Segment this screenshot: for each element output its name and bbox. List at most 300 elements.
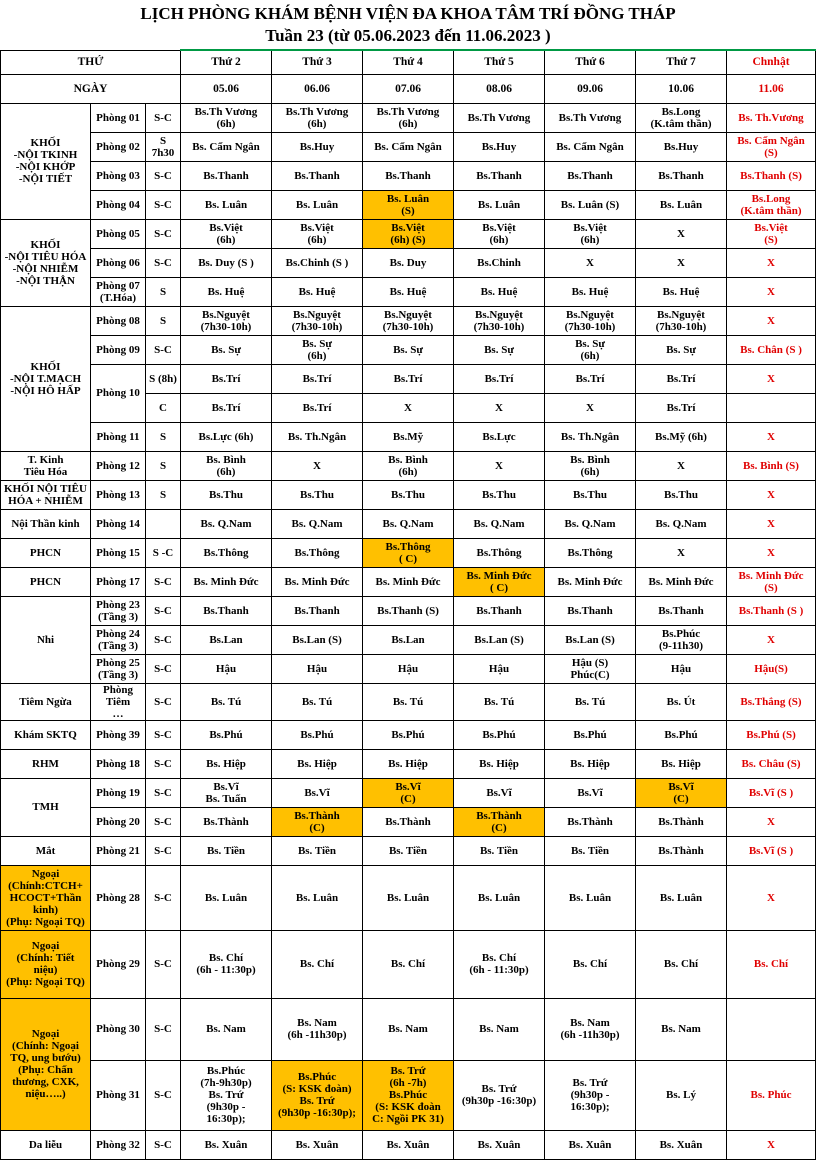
room-cell: Phòng 15 (91, 538, 146, 567)
doctor-cell: Bs.Thu (181, 480, 272, 509)
doctor-cell: Hậu (181, 654, 272, 683)
schedule-row (1, 538, 816, 567)
header-day: Thứ 3 (272, 50, 363, 74)
room-cell: Phòng 05 (91, 219, 146, 248)
doctor-cell: Bs.Thanh (363, 161, 454, 190)
schedule-row (1, 596, 816, 625)
doctor-cell: Bs. Chân (S ) (727, 335, 816, 364)
schedule-row (1, 1130, 816, 1159)
doctor-cell: Bs. Hiệp (636, 749, 727, 778)
doctor-cell: Bs. Luân (363, 865, 454, 930)
doctor-cell: X (363, 393, 454, 422)
doctor-cell: Bs.Thanh (545, 596, 636, 625)
doctor-cell: Bs. Duy (363, 248, 454, 277)
doctor-cell: Bs.Lực (6h) (181, 422, 272, 451)
schedule-row (1, 103, 816, 132)
session-cell: S-C (146, 248, 181, 277)
doctor-cell: X (545, 393, 636, 422)
doctor-cell: Bs. Huệ (454, 277, 545, 306)
session-cell: S-C (146, 567, 181, 596)
room-cell: Phòng 29 (91, 930, 146, 998)
doctor-cell: Bs. Luân (545, 865, 636, 930)
doctor-cell: Bs.Phú (454, 720, 545, 749)
doctor-cell: Bs.Thông (545, 538, 636, 567)
doctor-cell: Bs.Lan (S) (545, 625, 636, 654)
title-line-2: Tuần 23 (từ 05.06.2023 đến 11.06.2023 ) (265, 26, 551, 45)
doctor-cell: Bs.Việt (S) (727, 219, 816, 248)
room-cell: Phòng 19 (91, 778, 146, 807)
doctor-cell: Bs. Tú (363, 683, 454, 720)
room-cell: Phòng 28 (91, 865, 146, 930)
doctor-cell: X (727, 807, 816, 836)
department-cell: TMH (1, 778, 91, 836)
doctor-cell: Bs. Tiền (454, 836, 545, 865)
doctor-cell: Bs. Xuân (272, 1130, 363, 1159)
doctor-cell: Bs. Q.Nam (454, 509, 545, 538)
doctor-cell: Bs. Nam (6h -11h30p) (272, 998, 363, 1060)
title-line-1: LỊCH PHÒNG KHÁM BỆNH VIỆN ĐA KHOA TÂM TRÍ ĐỒNG THÁP (140, 4, 676, 23)
doctor-cell: Bs. Chí (6h - 11:30p) (181, 930, 272, 998)
doctor-cell: Bs.Thu (454, 480, 545, 509)
doctor-cell: Bs.Lan (S) (272, 625, 363, 654)
page-title (0, 0, 816, 49)
doctor-cell: Bs.Thành (181, 807, 272, 836)
room-cell: Phòng 30 (91, 998, 146, 1060)
doctor-cell: Bs. Q.Nam (636, 509, 727, 538)
doctor-cell: Bs. Sự (636, 335, 727, 364)
doctor-cell: Bs. Tiền (181, 836, 272, 865)
doctor-cell: X (272, 451, 363, 480)
doctor-cell: Bs. Cẩm Ngân (181, 132, 272, 161)
doctor-cell: Bs.Vĩ (S ) (727, 778, 816, 807)
department-cell: PHCN (1, 538, 91, 567)
header-date: 09.06 (545, 74, 636, 103)
doctor-cell: Bs.Việt (6h) (454, 219, 545, 248)
doctor-cell: Bs. Luân (181, 865, 272, 930)
doctor-cell: Bs.Lan (363, 625, 454, 654)
doctor-cell: X (727, 509, 816, 538)
session-cell: S-C (146, 335, 181, 364)
schedule-row (1, 161, 816, 190)
department-cell: KHỐI -NỘI TIÊU HÓA -NỘI NHIỄM -NỘI THẬN (1, 219, 91, 306)
doctor-cell: Bs. Hiệp (181, 749, 272, 778)
doctor-cell: Bs. Châu (S) (727, 749, 816, 778)
doctor-cell: Bs. Cẩm Ngân (363, 132, 454, 161)
schedule-table (0, 49, 816, 1160)
schedule-row (1, 749, 816, 778)
doctor-cell: Bs. Bình (6h) (181, 451, 272, 480)
schedule-row (1, 248, 816, 277)
doctor-cell: Bs. Xuân (181, 1130, 272, 1159)
doctor-cell: Bs.Thành (636, 807, 727, 836)
session-cell: S-C (146, 865, 181, 930)
schedule-row (1, 683, 816, 720)
header-date: 07.06 (363, 74, 454, 103)
doctor-cell: Bs. Huệ (636, 277, 727, 306)
doctor-cell: Bs.Thanh (636, 596, 727, 625)
doctor-cell: Hậu (636, 654, 727, 683)
doctor-cell: X (636, 538, 727, 567)
doctor-cell: Bs. Q.Nam (181, 509, 272, 538)
header-day: Chnhật (727, 50, 816, 74)
session-cell: S-C (146, 930, 181, 998)
session-cell: S-C (146, 654, 181, 683)
session-cell: S-C (146, 190, 181, 219)
doctor-cell: Bs.Th Vương (454, 103, 545, 132)
doctor-cell: Bs. Tú (454, 683, 545, 720)
doctor-cell: Bs. Th.Vương (727, 103, 816, 132)
doctor-cell: Bs.Trí (181, 364, 272, 393)
doctor-cell: Bs.Huy (454, 132, 545, 161)
header-date-row (1, 74, 816, 103)
room-cell: Phòng 18 (91, 749, 146, 778)
schedule-row (1, 930, 816, 998)
doctor-cell: Bs.Th Vương (6h) (272, 103, 363, 132)
department-cell: Mắt (1, 836, 91, 865)
header-date: 08.06 (454, 74, 545, 103)
session-cell: C (146, 393, 181, 422)
doctor-cell: Bs. Chí (6h - 11:30p) (454, 930, 545, 998)
doctor-cell: Bs.Việt (6h) (272, 219, 363, 248)
session-cell: S-C (146, 749, 181, 778)
room-cell: Phòng 07 (T.Hóa) (91, 277, 146, 306)
doctor-cell: Bs.Trí (272, 364, 363, 393)
doctor-cell: Bs.Thắng (S) (727, 683, 816, 720)
session-cell: S (8h) (146, 364, 181, 393)
doctor-cell: X (727, 480, 816, 509)
room-cell: Phòng 20 (91, 807, 146, 836)
doctor-cell: Bs.Thanh (454, 161, 545, 190)
room-cell: Phòng 01 (91, 103, 146, 132)
doctor-cell: Bs.Thông (272, 538, 363, 567)
doctor-cell: Bs.Trí (181, 393, 272, 422)
room-cell: Phòng Tiêm … (91, 683, 146, 720)
doctor-cell: Bs. Tiền (545, 836, 636, 865)
department-cell: T. Kinh Tiêu Hóa (1, 451, 91, 480)
doctor-cell: Bs.Trí (454, 364, 545, 393)
schedule-row (1, 422, 816, 451)
session-cell: S (146, 306, 181, 335)
doctor-cell: Bs.Thành (363, 807, 454, 836)
doctor-cell: Bs.Phú (363, 720, 454, 749)
room-cell: Phòng 09 (91, 335, 146, 364)
schedule-row (1, 1060, 816, 1130)
doctor-cell: Bs. Phúc (727, 1060, 816, 1130)
doctor-cell: Bs.Mỹ (6h) (636, 422, 727, 451)
schedule-row (1, 836, 816, 865)
department-cell: Tiêm Ngừa (1, 683, 91, 720)
room-cell: Phòng 03 (91, 161, 146, 190)
department-cell: Da liễu (1, 1130, 91, 1159)
doctor-cell: Bs.Thanh (181, 596, 272, 625)
session-cell: S-C (146, 807, 181, 836)
department-cell: Ngoại (Chính:CTCH+ HCOCT+Thần kinh) (Phụ: Ngoại TQ) (1, 865, 91, 930)
doctor-cell: Bs.Nguyệt (7h30-10h) (181, 306, 272, 335)
schedule-row (1, 277, 816, 306)
doctor-cell: Bs. Luân (454, 190, 545, 219)
doctor-cell: Bs. Q.Nam (363, 509, 454, 538)
doctor-cell: Bs. Nam (181, 998, 272, 1060)
doctor-cell: Bs.Huy (272, 132, 363, 161)
doctor-cell (727, 393, 816, 422)
room-cell: Phòng 08 (91, 306, 146, 335)
room-cell: Phòng 06 (91, 248, 146, 277)
session-cell: S-C (146, 683, 181, 720)
doctor-cell: Bs.Phúc (9-11h30) (636, 625, 727, 654)
doctor-cell: Bs. Chí (545, 930, 636, 998)
doctor-cell: Bs.Thanh (S) (363, 596, 454, 625)
doctor-cell: X (636, 451, 727, 480)
session-cell: S-C (146, 720, 181, 749)
doctor-cell: Bs.Thành (C) (272, 807, 363, 836)
doctor-cell: Bs.Vĩ (S ) (727, 836, 816, 865)
doctor-cell: Bs.Nguyệt (7h30-10h) (545, 306, 636, 335)
doctor-cell: Bs.Thanh (454, 596, 545, 625)
department-cell: KHỐI NỘI TIÊU HÓA + NHIỄM (1, 480, 91, 509)
room-cell: Phòng 17 (91, 567, 146, 596)
doctor-cell: Bs. Luân (181, 190, 272, 219)
doctor-cell: Bs.Thu (272, 480, 363, 509)
doctor-cell: Bs.Vĩ (454, 778, 545, 807)
doctor-cell: Bs.Th Vương (6h) (181, 103, 272, 132)
department-cell: PHCN (1, 567, 91, 596)
doctor-cell: Bs. Bình (S) (727, 451, 816, 480)
doctor-cell: X (727, 865, 816, 930)
department-cell: Ngoại (Chính: Tiết niệu) (Phụ: Ngoại TQ) (1, 930, 91, 998)
doctor-cell: Bs. Minh Đức (S) (727, 567, 816, 596)
doctor-cell: Bs. Minh Đức (363, 567, 454, 596)
session-cell: S (146, 451, 181, 480)
header-date: 05.06 (181, 74, 272, 103)
doctor-cell: Bs. Luân (S) (545, 190, 636, 219)
doctor-cell: Bs. Hiệp (454, 749, 545, 778)
doctor-cell: Bs. Xuân (545, 1130, 636, 1159)
doctor-cell: Hậu(S) (727, 654, 816, 683)
doctor-cell: X (727, 364, 816, 393)
doctor-cell: Bs. Huệ (181, 277, 272, 306)
doctor-cell: Bs.Vĩ (C) (636, 778, 727, 807)
department-cell: KHỐI -NỘI TKINH -NỘI KHỚP -NỘI TIẾT (1, 103, 91, 219)
doctor-cell: Bs. Luân (636, 865, 727, 930)
doctor-cell: Bs. Xuân (636, 1130, 727, 1159)
session-cell: S (146, 422, 181, 451)
doctor-cell: Bs. Minh Đức (636, 567, 727, 596)
schedule-row (1, 219, 816, 248)
doctor-cell: Bs. Sự (454, 335, 545, 364)
doctor-cell: Bs.Việt (6h) (545, 219, 636, 248)
header-ngay-label: NGÀY (1, 74, 181, 103)
doctor-cell: X (727, 277, 816, 306)
department-cell: KHỐI -NỘI T.MẠCH -NỘI HÔ HẤP (1, 306, 91, 451)
schedule-row (1, 865, 816, 930)
doctor-cell: X (727, 306, 816, 335)
doctor-cell: Bs. Cẩm Ngân (545, 132, 636, 161)
schedule-row (1, 625, 816, 654)
session-cell: S -C (146, 538, 181, 567)
doctor-cell: Bs. Cẩm Ngân (S) (727, 132, 816, 161)
doctor-cell: X (727, 625, 816, 654)
doctor-cell: Bs. Minh Đức (272, 567, 363, 596)
doctor-cell: Bs.Phúc (S: KSK đoàn) Bs. Trứ (9h30p -16:30p); (272, 1060, 363, 1130)
doctor-cell: Bs.Lan (S) (454, 625, 545, 654)
doctor-cell: X (727, 538, 816, 567)
doctor-cell: Bs. Luân (454, 865, 545, 930)
doctor-cell: Bs. Luân (272, 865, 363, 930)
doctor-cell: Bs.Phú (545, 720, 636, 749)
doctor-cell: Bs. Tú (545, 683, 636, 720)
doctor-cell: Bs. Xuân (454, 1130, 545, 1159)
doctor-cell: Bs. Hiệp (272, 749, 363, 778)
doctor-cell: Hậu (454, 654, 545, 683)
doctor-cell: Bs.Thông ( C) (363, 538, 454, 567)
doctor-cell: Bs.Thanh (S ) (727, 596, 816, 625)
doctor-cell: Bs.Trí (272, 393, 363, 422)
doctor-cell: Bs. Chí (727, 930, 816, 998)
doctor-cell: Bs. Trứ (9h30p - 16:30p); (545, 1060, 636, 1130)
doctor-cell: Bs. Út (636, 683, 727, 720)
session-cell: S (146, 277, 181, 306)
doctor-cell: Bs. Huệ (272, 277, 363, 306)
doctor-cell: Bs. Nam (363, 998, 454, 1060)
schedule-row (1, 335, 816, 364)
doctor-cell: Bs. Chí (272, 930, 363, 998)
doctor-cell: Bs. Lý (636, 1060, 727, 1130)
doctor-cell: Bs. Th.Ngân (272, 422, 363, 451)
session-cell: S-C (146, 1130, 181, 1159)
doctor-cell: Bs. Xuân (363, 1130, 454, 1159)
doctor-cell: Bs.Thành (636, 836, 727, 865)
room-cell: Phòng 14 (91, 509, 146, 538)
schedule-row (1, 567, 816, 596)
doctor-cell: Bs. Sự (6h) (272, 335, 363, 364)
doctor-cell: Bs.Thanh (S) (727, 161, 816, 190)
header-day-row (1, 50, 816, 74)
doctor-cell: Bs.Chinh (S ) (272, 248, 363, 277)
schedule-row (1, 190, 816, 219)
header-day: Thứ 4 (363, 50, 454, 74)
doctor-cell: Bs.Vĩ Bs. Tuấn (181, 778, 272, 807)
schedule-row (1, 132, 816, 161)
doctor-cell: Bs.Th Vương (6h) (363, 103, 454, 132)
doctor-cell: Bs.Vĩ (545, 778, 636, 807)
session-cell: S-C (146, 778, 181, 807)
doctor-cell: Bs.Phú (636, 720, 727, 749)
schedule-row (1, 998, 816, 1060)
doctor-cell: Bs. Nam (6h -11h30p) (545, 998, 636, 1060)
doctor-cell: Bs.Thanh (181, 161, 272, 190)
doctor-cell: Bs. Q.Nam (545, 509, 636, 538)
room-cell: Phòng 02 (91, 132, 146, 161)
session-cell: S-C (146, 219, 181, 248)
schedule-row (1, 654, 816, 683)
doctor-cell: Bs.Vĩ (272, 778, 363, 807)
doctor-cell: Bs. Sự (6h) (545, 335, 636, 364)
doctor-cell: Bs.Trí (636, 393, 727, 422)
doctor-cell: Bs.Long (K.tâm thần) (636, 103, 727, 132)
doctor-cell: Hậu (363, 654, 454, 683)
header-date: 11.06 (727, 74, 816, 103)
doctor-cell: X (545, 248, 636, 277)
doctor-cell: Bs. Bình (6h) (363, 451, 454, 480)
doctor-cell: Bs.Thu (363, 480, 454, 509)
doctor-cell: Bs.Thu (636, 480, 727, 509)
room-cell: Phòng 10 (91, 364, 146, 422)
doctor-cell: Bs.Việt (6h) (S) (363, 219, 454, 248)
doctor-cell: Bs.Phú (181, 720, 272, 749)
doctor-cell: Bs.Nguyệt (7h30-10h) (636, 306, 727, 335)
doctor-cell: Bs.Thông (454, 538, 545, 567)
doctor-cell: Hậu (S) Phúc(C) (545, 654, 636, 683)
doctor-cell: Bs. Luân (S) (363, 190, 454, 219)
room-cell: Phòng 25 (Tầng 3) (91, 654, 146, 683)
doctor-cell: Bs.Nguyệt (7h30-10h) (272, 306, 363, 335)
doctor-cell: Bs.Lan (181, 625, 272, 654)
schedule-row (1, 509, 816, 538)
session-cell: S 7h30 (146, 132, 181, 161)
doctor-cell: Bs. Tú (181, 683, 272, 720)
header-day: Thứ 7 (636, 50, 727, 74)
doctor-cell: Bs.Huy (636, 132, 727, 161)
session-cell: S-C (146, 998, 181, 1060)
doctor-cell: Bs. Hiệp (363, 749, 454, 778)
room-cell: Phòng 31 (91, 1060, 146, 1130)
session-cell: S-C (146, 596, 181, 625)
room-cell: Phòng 13 (91, 480, 146, 509)
doctor-cell: Bs.Thành (545, 807, 636, 836)
doctor-cell: X (636, 219, 727, 248)
doctor-cell: Bs. Trứ (9h30p -16:30p) (454, 1060, 545, 1130)
doctor-cell: Bs.Th Vương (545, 103, 636, 132)
doctor-cell: Hậu (272, 654, 363, 683)
doctor-cell: X (727, 1130, 816, 1159)
schedule-row (1, 720, 816, 749)
doctor-cell: Bs. Duy (S ) (181, 248, 272, 277)
department-cell: Nhi (1, 596, 91, 683)
session-cell: S-C (146, 1060, 181, 1130)
doctor-cell: Bs. Bình (6h) (545, 451, 636, 480)
doctor-cell: X (454, 451, 545, 480)
doctor-cell: Bs. Tiền (363, 836, 454, 865)
doctor-cell: X (727, 248, 816, 277)
department-cell: RHM (1, 749, 91, 778)
doctor-cell: Bs. Tiền (272, 836, 363, 865)
header-day: Thứ 5 (454, 50, 545, 74)
schedule-row (1, 306, 816, 335)
schedule-row (1, 480, 816, 509)
doctor-cell: Bs.Vĩ (C) (363, 778, 454, 807)
schedule-row (1, 807, 816, 836)
doctor-cell: Bs.Phú (272, 720, 363, 749)
header-date: 10.06 (636, 74, 727, 103)
room-cell: Phòng 24 (Tầng 3) (91, 625, 146, 654)
doctor-cell: Bs.Thanh (636, 161, 727, 190)
doctor-cell: Bs. Nam (636, 998, 727, 1060)
doctor-cell: Bs.Mỹ (363, 422, 454, 451)
session-cell (146, 509, 181, 538)
doctor-cell: Bs.Thông (181, 538, 272, 567)
session-cell: S-C (146, 103, 181, 132)
doctor-cell: Bs. Huệ (545, 277, 636, 306)
header-day: Thứ 6 (545, 50, 636, 74)
doctor-cell: Bs. Sự (363, 335, 454, 364)
department-cell: Nội Thần kinh (1, 509, 91, 538)
room-cell: Phòng 23 (Tầng 3) (91, 596, 146, 625)
doctor-cell: Bs.Thanh (272, 596, 363, 625)
header-date: 06.06 (272, 74, 363, 103)
doctor-cell: Bs. Minh Đức (181, 567, 272, 596)
room-cell: Phòng 21 (91, 836, 146, 865)
doctor-cell: Bs. Q.Nam (272, 509, 363, 538)
